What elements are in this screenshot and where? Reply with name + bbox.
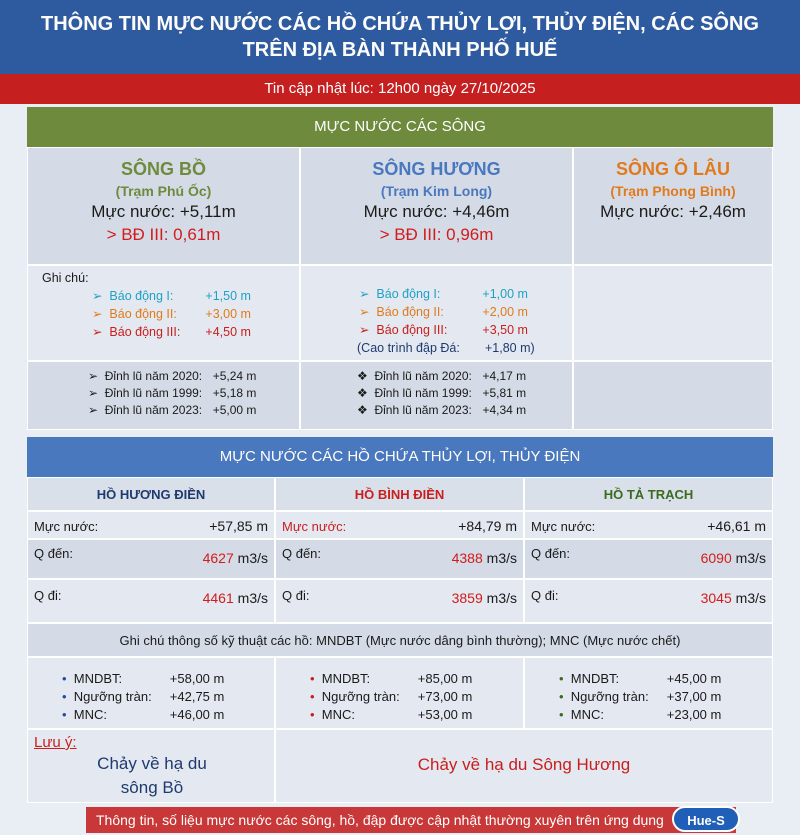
spec-value: +42,75 m [169,689,225,704]
alarm-row [359,285,572,303]
spec-row [62,706,274,724]
spec-value: +53,00 m [417,707,473,722]
qin-value-wrap [701,550,766,566]
lake-specs [524,657,773,729]
alarm-label: Báo động III: [376,323,448,337]
alarm-row [92,323,299,341]
flood-row [357,402,572,419]
flood-label: Đỉnh lũ năm 1999: [104,386,203,400]
floods-huong [300,361,573,430]
spec-value: +46,00 m [169,707,225,722]
qin-label: Q đến: [531,546,571,561]
hue-s-app-badge[interactable]: Hue-S [672,806,740,832]
flood-label: Đỉnh lũ năm 2020: [374,369,472,383]
river-card-huong [300,147,573,265]
lake-level-row [524,511,773,539]
river-card-bo [27,147,300,265]
alarms-bo [27,265,300,361]
floods-bo [27,361,300,430]
qin-value-wrap [203,550,268,566]
page-title-line2: TRÊN ĐỊA BÀN THÀNH PHỐ HUẾ [242,39,558,61]
spec-value: +23,00 m [666,707,722,722]
alarm-value: +1,00 m [482,287,528,301]
flood-label: Đỉnh lũ năm 1999: [374,386,472,400]
flow-bo-text: Chảy về hạ du sông Bồ [97,754,207,797]
bullet-icon: • [62,671,74,686]
flood-value: +5,00 m [212,403,257,417]
qin-value-wrap [452,550,517,566]
arrow-icon: ➢ [88,403,105,417]
arrow-icon: ➢ [92,307,110,321]
level-value: +46,61 m [707,518,766,534]
qin-unit: m3/s [486,550,517,566]
alarm-row [359,303,572,321]
spec-label: MNDBT: [73,671,123,686]
flood-value: +5,18 m [212,386,257,400]
bullet-icon: • [559,689,571,704]
qout-value-wrap [701,590,766,606]
qout-unit: m3/s [735,590,766,606]
arrow-icon: ➢ [92,289,110,303]
flood-value: +4,34 m [482,403,527,417]
river-name: SÔNG Ô LÂU [615,159,730,179]
lake-qin-row [275,539,524,579]
lake-qout-row [275,579,524,623]
level-label: Mực nước: [282,519,347,534]
flood-value: +4,17 m [482,369,527,383]
spec-label: Ngưỡng tràn: [321,689,400,704]
floods-olau [573,361,773,430]
arrow-icon: ➢ [88,386,105,400]
river-warning: > BĐ III: 0,96m [379,225,494,244]
alarm-value: +4,50 m [205,325,251,339]
spec-label: Ngưỡng tràn: [570,689,649,704]
bullet-icon: • [62,707,74,722]
spec-row [310,688,523,706]
flood-row [88,402,299,419]
alarm-label: Báo động I: [109,289,174,303]
qin-label: Q đến: [282,546,322,561]
lake-level-row [275,511,524,539]
spec-label: MNC: [321,707,355,722]
river-level: Mực nước: +5,11m [91,202,236,221]
spec-value: +45,00 m [666,671,722,686]
alarm-label: Báo động III: [109,325,181,339]
river-level: Mực nước: +2,46m [600,202,746,221]
attention-label: Lưu ý: [34,734,77,751]
diamond-bullet-icon: ❖ [357,369,375,383]
spec-label: MNDBT: [321,671,371,686]
flood-label: Đỉnh lũ năm 2023: [104,403,203,417]
bullet-icon: • [310,707,322,722]
river-card-olau [573,147,773,265]
level-label: Mực nước: [531,519,596,534]
diamond-bullet-icon: ❖ [357,386,375,400]
qout-unit: m3/s [237,590,268,606]
arrow-icon: ➢ [359,323,377,337]
flood-label: Đỉnh lũ năm 2020: [104,369,203,383]
alarm-label: Báo động II: [109,307,177,321]
bullet-icon: • [310,689,322,704]
bullet-icon: • [559,707,571,722]
level-value: +57,85 m [209,518,268,534]
river-station: (Trạm Kim Long) [380,183,493,199]
spec-row [559,706,772,724]
spec-row [62,688,274,706]
alarm-value: +2,00 m [482,305,528,319]
lake-specs [275,657,524,729]
page-header [0,0,800,74]
spec-label: Ngưỡng tràn: [73,689,152,704]
flow-huong-cell [275,729,773,803]
lake-name-binh-dien: HỒ BÌNH ĐIỀN [275,477,524,511]
qin-unit: m3/s [735,550,766,566]
qin-label: Q đến: [34,546,74,561]
diamond-bullet-icon: ❖ [357,403,375,417]
qout-label: Q đi: [282,588,310,603]
qout-label: Q đi: [34,588,62,603]
level-value: +84,79 m [458,518,517,534]
lake-qin-row [524,539,773,579]
flood-row [88,368,299,385]
lake-name-huong-dien: HỒ HƯƠNG ĐIỀN [27,477,275,511]
alarm-label: Báo động I: [376,287,441,301]
flow-bo-cell [27,729,275,803]
bullet-icon: • [559,671,571,686]
level-label: Mực nước: [34,519,99,534]
spec-row [310,670,523,688]
qout-value-wrap [452,590,517,606]
river-level: Mực nước: +4,46m [363,202,510,221]
dam-label: (Cao trình đập Đá: [357,341,460,355]
qin-value: 4388 [451,550,483,566]
qout-value: 3859 [451,590,483,606]
river-name: SÔNG HƯƠNG [372,159,501,179]
spec-value: +85,00 m [417,671,473,686]
alarm-value: +3,50 m [482,323,528,337]
note-label: Ghi chú: [42,271,89,285]
qout-unit: m3/s [486,590,517,606]
river-station: (Trạm Phú Ốc) [115,183,212,199]
alarms-olau [573,265,773,361]
arrow-icon: ➢ [88,369,105,383]
spec-label: MNC: [73,707,107,722]
qout-value: 3045 [700,590,732,606]
qout-value: 4461 [202,590,234,606]
spec-row [559,670,772,688]
flood-value: +5,81 m [482,386,527,400]
flow-huong-text: Chảy về hạ du Sông Hương [417,755,631,774]
alarm-row [92,305,299,323]
river-warning: > BĐ III: 0,61m [106,225,221,244]
alarm-value: +1,50 m [205,289,251,303]
rivers-section-title: MỰC NƯỚC CÁC SÔNG [27,107,773,147]
alarm-row [359,321,572,339]
lake-name-ta-trach: HỒ TẢ TRẠCH [524,477,773,511]
spec-label: MNC: [570,707,604,722]
lake-specs [27,657,275,729]
qout-value-wrap [203,590,268,606]
flood-row [88,385,299,402]
bullet-icon: • [310,671,322,686]
alarm-label: Báo động II: [376,305,444,319]
lakes-section-title: MỰC NƯỚC CÁC HỒ CHỨA THỦY LỢI, THỦY ĐIỆN [27,437,773,477]
spec-row [62,670,274,688]
river-station: (Trạm Phong Bình) [610,183,736,199]
spec-value: +73,00 m [417,689,473,704]
spec-label: MNDBT: [570,671,620,686]
river-name: SÔNG BỒ [120,159,206,179]
qin-value: 6090 [700,550,732,566]
bullet-icon: • [62,689,74,704]
arrow-icon: ➢ [359,287,377,301]
dam-value: +1,80 m) [485,341,535,355]
arrow-icon: ➢ [359,305,377,319]
dam-note [357,339,572,357]
spec-row [310,706,523,724]
tech-note: Ghi chú thông số kỹ thuật các hồ: MNDBT (Mực nước dâng bình thường); MNC (Mực nước chết) [27,623,773,657]
flood-row [357,368,572,385]
qout-label: Q đi: [531,588,559,603]
page-title-line1: THÔNG TIN MỰC NƯỚC CÁC HỒ CHỨA THỦY LỢI, THỦY ĐIỆN, CÁC SÔNG [41,13,759,35]
spec-value: +37,00 m [666,689,722,704]
lake-qout-row [524,579,773,623]
lake-qout-row [27,579,275,623]
flood-label: Đỉnh lũ năm 2023: [374,403,472,417]
alarm-row [92,287,299,305]
footer-note: Thông tin, số liệu mực nước các sông, hồ, đập được cập nhật thường xuyên trên ứng dụng [86,807,736,833]
qin-unit: m3/s [237,550,268,566]
lake-qin-row [27,539,275,579]
spec-row [559,688,772,706]
qin-value: 4627 [202,550,234,566]
arrow-icon: ➢ [92,325,110,339]
flood-row [357,385,572,402]
update-time: Tin cập nhật lúc: 12h00 ngày 27/10/2025 [0,74,800,104]
flood-value: +5,24 m [212,369,257,383]
spec-value: +58,00 m [169,671,225,686]
lake-level-row [27,511,275,539]
alarm-value: +3,00 m [205,307,251,321]
alarms-huong [300,265,573,361]
